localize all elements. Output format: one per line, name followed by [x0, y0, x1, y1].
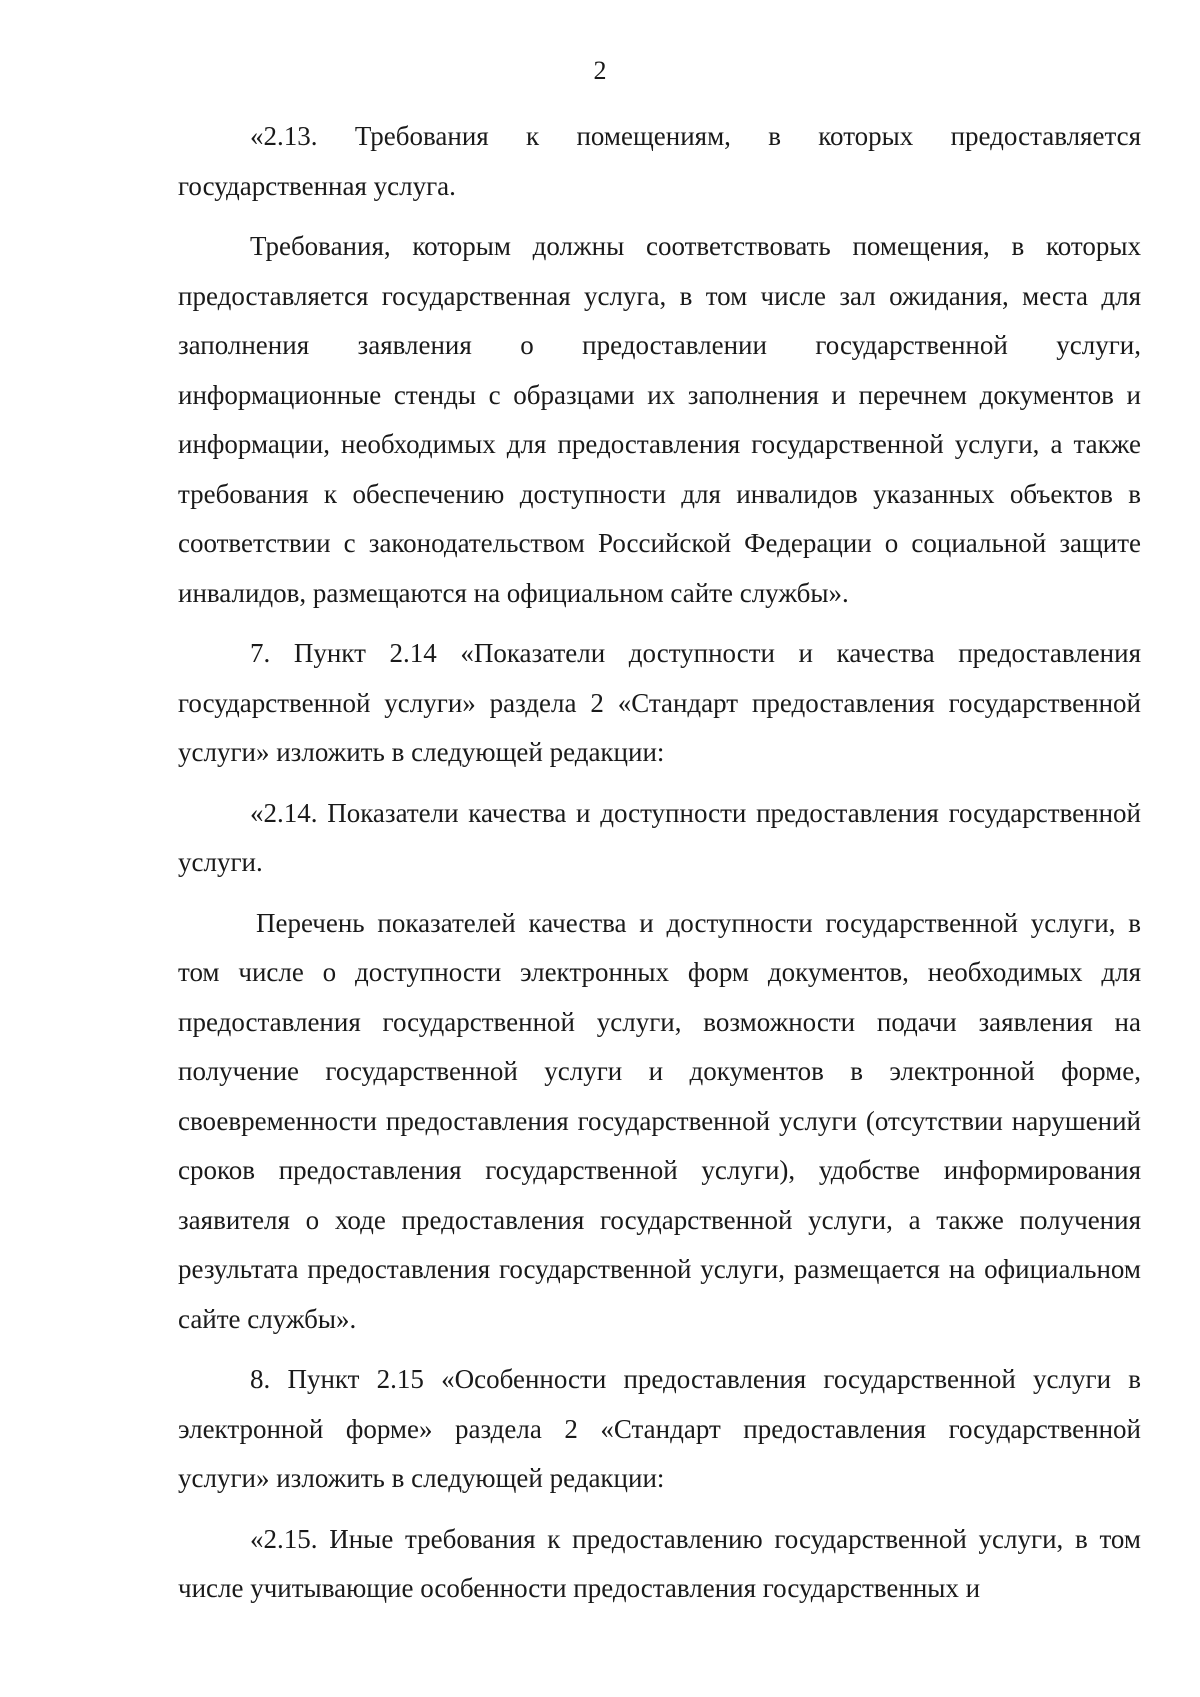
paragraph-2-15-heading: «2.15. Иные требования к предоставлению государственной услуги, в том числе учитывающие особенности предоставления государственных и	[178, 1523, 1141, 1603]
document-body	[178, 112, 1141, 1614]
paragraph-premises-requirements: Требования, которым должны соответствовать помещения, в которых предоставляется государственная услуга, в том числе зал ожидания, места для заполнения заявления о предоставлении государственной услуги, информационные стенды с образцами их заполнения и перечнем документов и информации, необходимых для предоставления государственной услуги, а также требования к обеспечению доступности для инвалидов указанных объектов в соответствии с законодательством Российской Федерации о социальной защите инвалидов, размещаются на официальном сайте службы».	[178, 231, 1141, 608]
paragraph-quality-indicators: Перечень показателей качества и доступности государственной услуги, в том числе о доступности электронных форм документов, необходимых для предоставления государственной услуги, возможности подачи заявления на получение государственной услуги и документов в электронной форме, своевременности предоставления государственной услуги (отсутствии нарушений сроков предоставления государственной услуги), удобстве информирования заявителя о ходе предоставления государственной услуги, а также получения результата предоставления государственной услуги, размещается на официальном сайте службы».	[178, 907, 1141, 1334]
paragraph-2-13-heading: «2.13. Требования к помещениям, в которых предоставляется государственная услуга.	[178, 121, 1141, 201]
paragraph-2-14-heading: «2.14. Показатели качества и доступности предоставления государственной услуги.	[178, 797, 1141, 877]
page-number: 2	[593, 56, 607, 85]
paragraph-item-8: 8. Пункт 2.15 «Особенности предоставления государственной услуги в электронной форме» раздела 2 «Стандарт предоставления государственной услуги» изложить в следующей редакции:	[178, 1364, 1141, 1493]
paragraph-item-7: 7. Пункт 2.14 «Показатели доступности и качества предоставления государственной услуги» раздела 2 «Стандарт предоставления государственной услуги» изложить в следующей редакции:	[178, 638, 1141, 767]
